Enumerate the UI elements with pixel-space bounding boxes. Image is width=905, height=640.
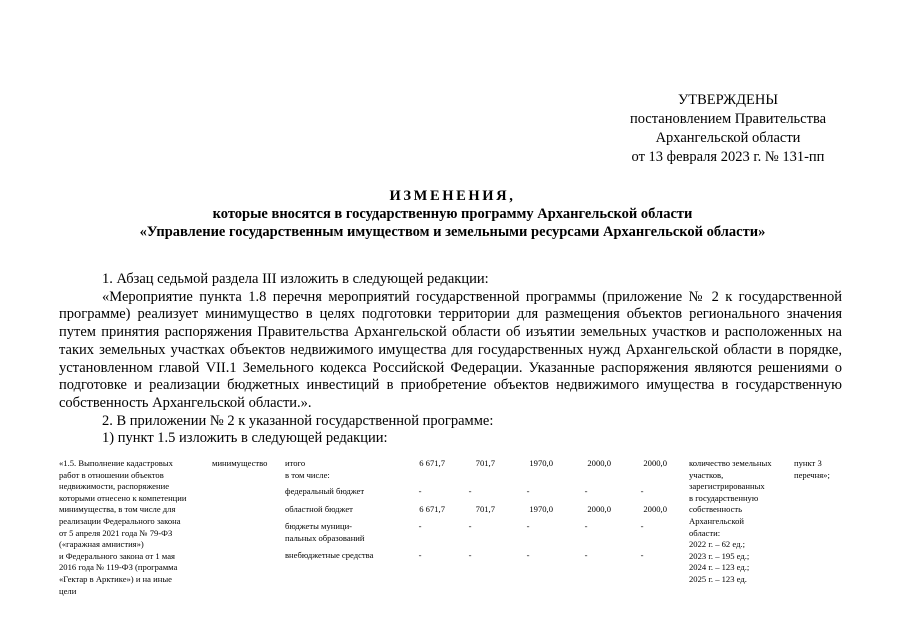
funding-value-cell: -	[468, 486, 472, 496]
result-line: участков,	[689, 469, 724, 480]
item-name-cell	[59, 458, 202, 597]
item-name-line: цели	[59, 585, 77, 596]
funding-value-cell: -	[640, 550, 644, 560]
funding-source-line: в том числе:	[285, 469, 330, 480]
funding-source-line: федеральный бюджет	[285, 486, 365, 496]
reference-cell	[794, 458, 849, 481]
funding-value-cell: -	[418, 486, 422, 496]
funding-value-cell: 701,7	[475, 504, 495, 514]
funding-source-cell	[285, 550, 403, 562]
funding-value-cell: 701,7	[475, 458, 495, 468]
result-cell	[689, 458, 785, 586]
document-subtitle: которые вносятся в государственную программу Архангельской области	[212, 206, 693, 222]
funding-source-line: областной бюджет	[285, 504, 353, 514]
item-name-line: которыми отнесено к компетенции	[59, 492, 187, 503]
funding-source-cell	[285, 486, 403, 498]
funding-value-cell: -	[418, 550, 422, 560]
document-body	[59, 271, 842, 448]
approval-line: постановлением Правительства	[629, 111, 827, 127]
funding-source-line: бюджеты муници-	[285, 521, 353, 531]
result-line: области:	[689, 527, 721, 538]
item-name-line: и Федерального закона от 1 мая	[59, 550, 175, 561]
funding-value-cell: -	[640, 521, 644, 531]
funding-source-cell	[285, 521, 403, 544]
funding-value-cell: -	[526, 550, 530, 560]
result-line: в государственную	[689, 492, 759, 503]
item-name-line: недвижимости, распоряжение	[59, 481, 170, 492]
item-name-line: реализации Федерального закона	[59, 515, 181, 526]
funding-value-cell: -	[468, 550, 472, 560]
approval-title: УТВЕРЖДЕНЫ	[677, 92, 779, 108]
result-line: 2024 г. – 123 ед.;	[689, 562, 750, 573]
result-line: 2022 г. – 62 ед.;	[689, 539, 745, 550]
funding-value-cell: -	[526, 521, 530, 531]
funding-value-cell: -	[640, 486, 644, 496]
executor-text: минимущество	[212, 458, 268, 468]
reference-line: перечня»;	[794, 469, 830, 480]
funding-value-cell: 2000,0	[643, 504, 667, 514]
funding-value-cell: 6 671,7	[419, 458, 445, 468]
funding-source-line: пальных образований	[285, 532, 365, 543]
result-line: количество земельных	[689, 458, 772, 468]
approval-line: Архангельской области	[655, 130, 801, 146]
reference-line: пункт 3	[794, 458, 822, 468]
paragraph: 2. В приложении № 2 к указанной государственной программе:	[102, 412, 494, 429]
paragraph: 1. Абзац седьмой раздела III изложить в следующей редакции:	[102, 271, 489, 287]
document-heading	[80, 187, 825, 241]
result-line: собственность	[689, 504, 743, 515]
result-line: 2025 г. – 123 ед.	[689, 573, 747, 584]
funding-value-cell: -	[584, 521, 588, 531]
document-title: ИЗМЕНЕНИЯ,	[389, 188, 516, 204]
item-name-line: («гаражная амнистия»)	[59, 539, 144, 550]
result-line: 2023 г. – 195 ед.;	[689, 550, 750, 561]
funding-value-cell: 2000,0	[643, 458, 667, 468]
funding-value-cell: -	[584, 486, 588, 496]
funding-source-cell	[285, 504, 403, 516]
approval-line: от 13 февраля 2023 г. № 131-пп	[631, 149, 825, 165]
item-name-line: 2016 года № 119-ФЗ (программа	[59, 562, 178, 573]
funding-value-cell: 2000,0	[587, 458, 611, 468]
funding-value-cell: 1970,0	[529, 504, 553, 514]
funding-value-cell: -	[526, 486, 530, 496]
funding-source-line: итого	[285, 458, 306, 468]
paragraph: «Мероприятие пункта 1.8 перечня мероприятий государственной программы (приложение № 2 к государственной программе) реализует минимущество в целях подготовки территории для размещения объектов регионального значения путем принятия распоряжения Правительства Архангельской области об изъятии земельных участков и расположенных на таких земельных участках объектов недвижимого имущества для государственных нужд Архангельской области в порядке, установленном главой VII.1 Земельного кодекса Российской Федерации. Указанные распоряжения являются решениями о подготовке и реализации бюджетных инвестиций в приобретение объектов недвижимого имущества в государственную собственность Архангельской области.».	[59, 288, 842, 411]
funding-value-cell: -	[418, 521, 422, 531]
item-name-line: от 5 апреля 2021 года № 79-ФЗ	[59, 527, 173, 538]
document-subtitle: «Управление государственным имуществом и земельными ресурсами Архангельской области»	[139, 224, 766, 240]
result-line: Архангельской	[689, 515, 744, 526]
item-name-line: работ в отношении объектов	[59, 469, 164, 480]
funding-source-cell	[285, 458, 403, 481]
item-name-line: «1.5. Выполнение кадастровых	[59, 458, 173, 468]
funding-value-cell: 2000,0	[587, 504, 611, 514]
funding-value-cell: -	[468, 521, 472, 531]
item-name-line: «Гектар в Арктике») и на иные	[59, 573, 172, 584]
funding-value-cell: 6 671,7	[419, 504, 445, 514]
funding-source-line: внебюджетные средства	[285, 550, 374, 560]
executor-cell	[212, 458, 282, 470]
funding-value-cell: -	[584, 550, 588, 560]
item-name-line: минимущества, в том числе для	[59, 504, 176, 515]
funding-value-cell: 1970,0	[529, 458, 553, 468]
approval-block	[612, 91, 844, 167]
result-line: зарегистрированных	[689, 481, 765, 492]
paragraph: 1) пункт 1.5 изложить в следующей редакции:	[102, 430, 388, 447]
